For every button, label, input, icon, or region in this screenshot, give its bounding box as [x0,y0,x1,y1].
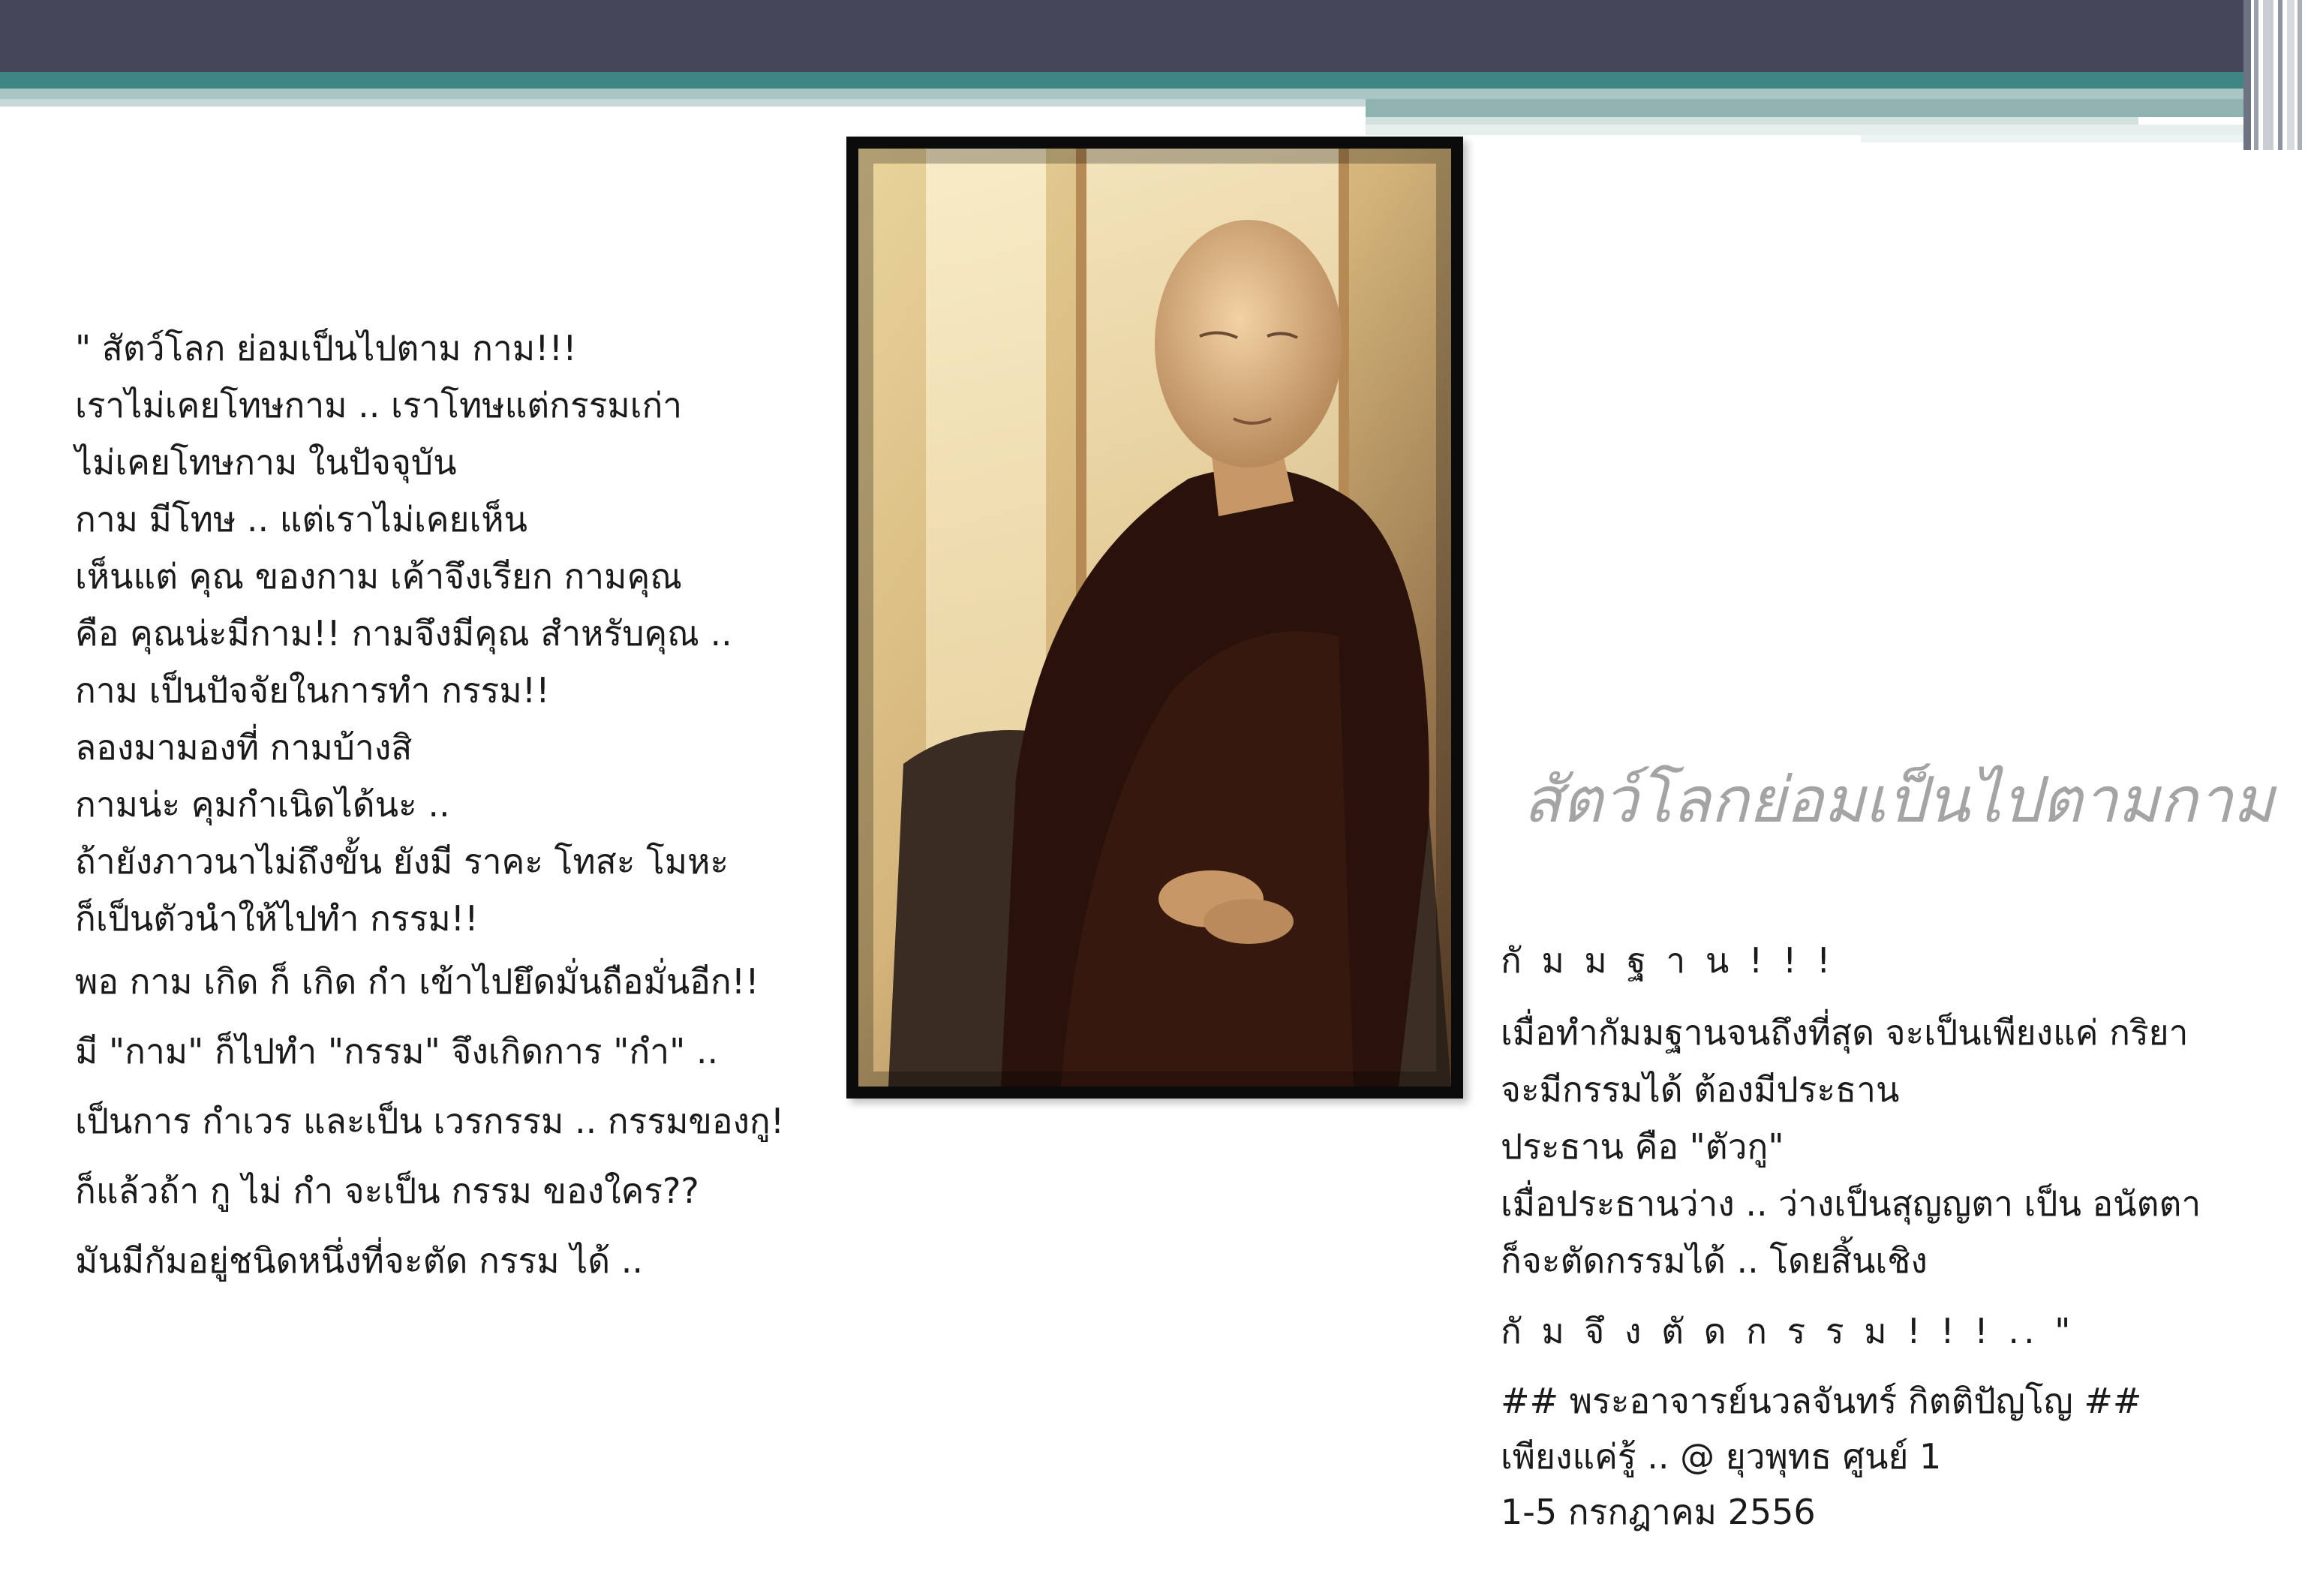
left-poem-line: มันมีกัมอยู่ชนิดหนึ่งที่จะตัด กรรม ได้ .. [75,1240,644,1281]
left-poem-line: ก็เป็นตัวนำให้ไปทำ กรรม!! [75,898,479,939]
left-poem-line: ลองมามองที่ กามบ้างสิ [75,727,413,768]
left-poem-line: " สัตว์โลก ย่อมเป็นไปตาม กาม!!! [75,328,577,368]
monk-photo-image [858,149,1451,1087]
left-poem-line: กามน่ะ คุมกำเนิดได้นะ .. [75,784,450,825]
slide-header-stripe [0,99,1366,107]
slide-header-stripe [1366,99,2243,117]
slide-header-stripe [0,89,2243,99]
left-poem-line: ไม่เคยโทษกาม ในปัจจุบัน [75,442,457,482]
left-poem-text [75,320,784,1296]
right-paragraph-text [1501,1004,2201,1289]
signature-line: 1-5 กรกฎาคม 2556 [1501,1492,1816,1532]
left-poem-line: คือ คุณน่ะมีกาม!! กามจึงมีคุณ สำหรับคุณ .. [75,613,732,654]
monk-photo [846,137,1463,1099]
slide-header-bar [0,0,2243,72]
signature-block [1501,1373,2141,1540]
slide-corner-decoration [2243,0,2305,150]
slide-header-stripe [1366,125,2243,135]
right-paragraph-line: ก็จะตัดกรรมได้ .. โดยสิ้นเชิง [1501,1240,1928,1281]
left-poem-line: เห็นแต่ คุณ ของกาม เค้าจึงเรียก กามคุณ [75,556,682,597]
slide-header-stripe [1861,135,2243,143]
right-paragraph-line: ประธาน คือ "ตัวกู" [1501,1126,1784,1167]
left-poem-line: ก็แล้วถ้า กู ไม่ กำ จะเป็น กรรม ของใคร?? [75,1171,699,1211]
signature-line: เพียงแค่รู้ .. @ ยุวพุทธ ศูนย์ 1 [1501,1436,1942,1477]
slide-header-accent [0,72,2243,89]
left-poem-line: กาม เป็นปัจจัยในการทำ กรรม!! [75,670,550,711]
left-poem-line: กาม มีโทษ .. แต่เราไม่เคยเห็น [75,499,527,540]
left-poem-line: เป็นการ กำเวร และเป็น เวรกรรม .. กรรมของกู! [75,1101,785,1141]
left-poem-line: มี "กาม" ก็ไปทำ "กรรม" จึงเกิดการ "กำ" .. [75,1031,719,1072]
slide-title: สัตว์โลกย่อมเป็นไปตามกาม [1523,763,2274,837]
slide-header-stripe [1366,117,2138,125]
signature-line: ## พระอาจารย์นวลจันทร์ กิตติปัญโญ ## [1501,1381,2142,1421]
left-poem-line: เราไม่เคยโทษกาม .. เราโทษแต่กรรมเก่า [75,385,683,425]
right-heading: กั ม ม ฐ า น ! ! ! [1501,940,1835,981]
right-paragraph-line: เมื่อทำกัมมฐานจนถึงที่สุด จะเป็นเพียงแค่ กริยา [1501,1012,2189,1053]
right-closing-line: กั ม จึ ง ตั ด ก ร ร ม ! ! ! .. " [1501,1311,2075,1351]
right-paragraph-line: จะมีกรรมได้ ต้องมีประธาน [1501,1069,1900,1110]
left-poem-line: พอ กาม เกิด ก็ เกิด กำ เข้าไปยึดมั่นถือมั่นอีก!! [75,961,759,1002]
left-poem-line: ถ้ายังภาวนาไม่ถึงขั้น ยังมี ราคะ โทสะ โมหะ [75,841,729,882]
right-paragraph-line: เมื่อประธานว่าง .. ว่างเป็นสุญญตา เป็น อนัตตา [1501,1183,2201,1224]
